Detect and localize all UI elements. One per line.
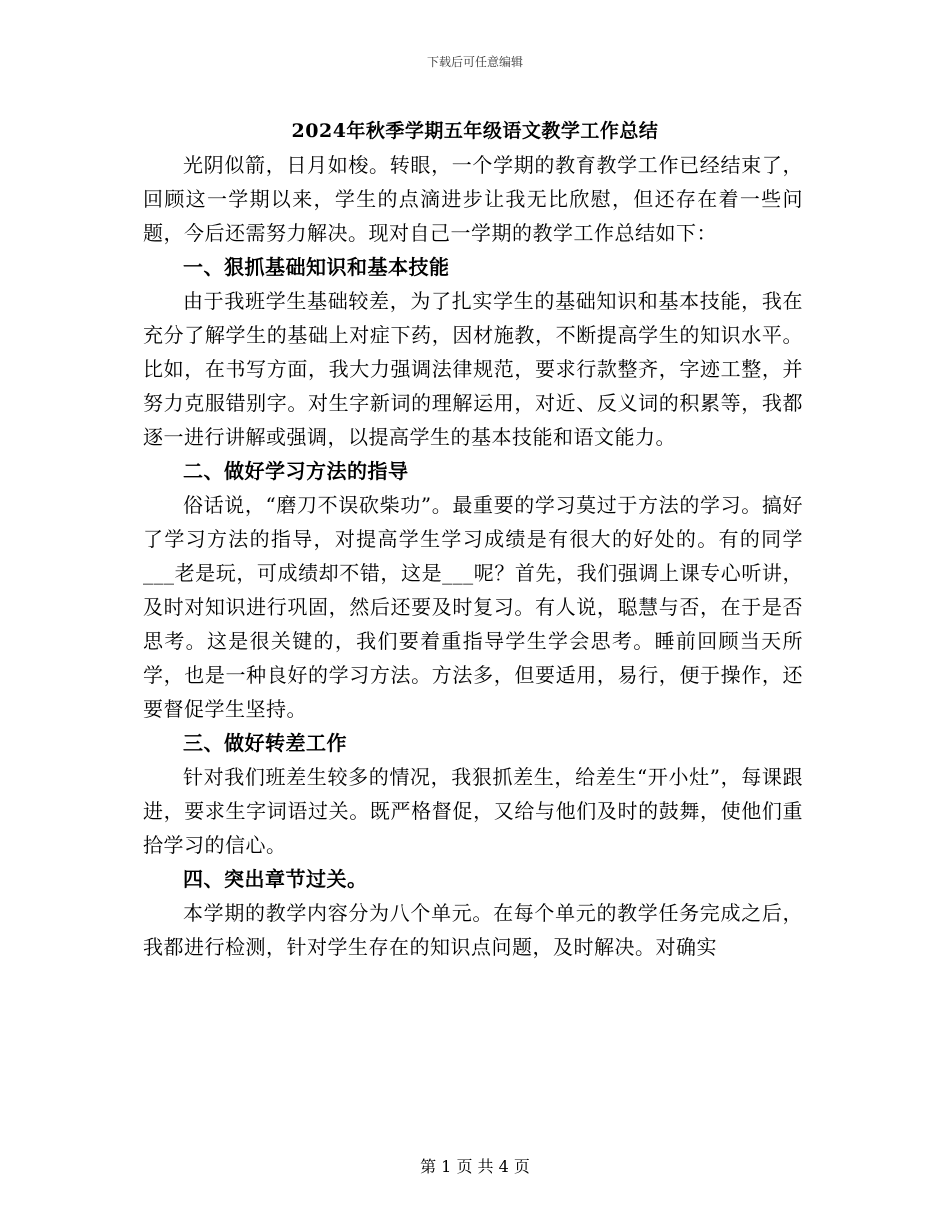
section-heading-3: 三、做好转差工作 — [183, 731, 347, 755]
section-body-1: 由于我班学生基础较差，为了扎实学生的基础知识和基本技能，我在充分了解学生的基础上对症下药，因材施教，不断提高学生的知识水平。比如，在书写方面，我大力强调法律规范，要求行款整齐，字迹工整，并努力克服错别字。对生字新词的理解运用，对近、反义词的积累等，我都逐一进行讲解或强调，以提高学生的基本技能和语文能力。 — [143, 289, 803, 449]
document-body — [143, 148, 803, 964]
section-heading-2: 二、做好学习方法的指导 — [183, 459, 409, 483]
section-body-2: 俗话说，“磨刀不误砍柴功”。最重要的学习莫过于方法的学习。搞好了学习方法的指导，对提高学生学习成绩是有很大的好处的。有的同学___老是玩，可成绩却不错，这是___呢？首先，我们强调上课专心听讲，及时对知识进行巩固，然后还要及时复习。有人说，聪慧与否，在于是否思考。这是很关键的，我们要着重指导学生学会思考。睡前回顾当天所学，也是一种良好的学习方法。方法多，但要适用，易行，便于操作，还要督促学生坚持。 — [143, 493, 803, 721]
section-body-4: 本学期的教学内容分为八个单元。在每个单元的教学任务完成之后，我都进行检测，针对学生存在的知识点问题，及时解决。对确实 — [143, 901, 803, 959]
intro-paragraph: 光阴似箭，日月如梭。转眼，一个学期的教育教学工作已经结束了，回顾这一学期以来，学生的点滴进步让我无比欣慰，但还存在着一些问题，今后还需努力解决。现对自己一学期的教学工作总结如下： — [143, 153, 803, 245]
section-body-3: 针对我们班差生较多的情况，我狠抓差生，给差生“开小灶”，每课跟进，要求生字词语过关。既严格督促，又给与他们及时的鼓舞，使他们重拾学习的信心。 — [143, 765, 803, 857]
page-number-footer: 第 1 页 共 4 页 — [420, 1157, 530, 1176]
section-heading-4: 四、突出章节过关。 — [183, 867, 368, 891]
section-heading-1: 一、狠抓基础知识和基本技能 — [183, 255, 450, 279]
page-header-note: 下载后可任意编辑 — [426, 55, 523, 69]
document-title: 2024年秋季学期五年级语文教学工作总结 — [291, 120, 659, 142]
